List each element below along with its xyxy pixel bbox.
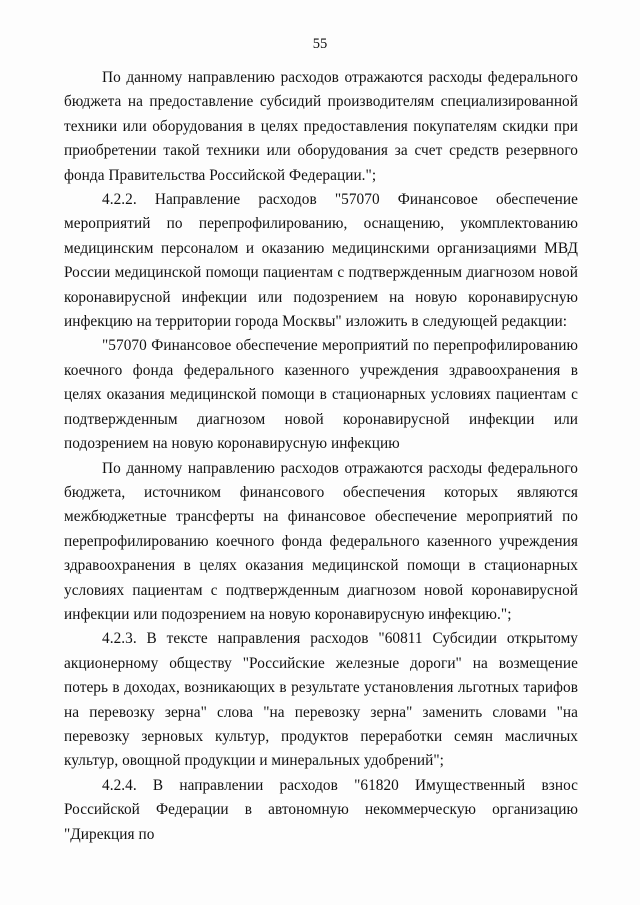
paragraph-6: 4.2.4. В направлении расходов "61820 Имущественный взнос Российской Федерации в автономную некоммерческую организацию "Дирекция по (64, 776, 578, 843)
paragraph-4: По данному направлению расходов отражаются расходы федерального бюджета, источником финансового обеспечения которых являются межбюджетные трансферты на финансовое обеспечение мероприятий по перепрофилированию коечного фонда федерального казенного учреждения здравоохранения в целях оказания медицинской помощи в стационарных условиях пациентам с подтвержденным диагнозом новой коронавирусной инфекции или подозрением на новую коронавирусную инфекцию."; (64, 459, 578, 623)
paragraph-3: "57070 Финансовое обеспечение мероприятий по перепрофилированию коечного фонда федерального казенного учреждения здравоохранения в целях оказания медицинской помощи в стационарных условиях пациентам с подтвержденным диагнозом новой коронавирусной инфекции или подозрением на новую коронавирусную инфекцию (64, 337, 578, 453)
paragraph-2: 4.2.2. Направление расходов "57070 Финансовое обеспечение мероприятий по перепрофилированию, оснащению, укомплектованию медицинским персоналом и оказанию медицинскими организациями МВД России медицинской помощи пациентам с подтвержденным диагнозом новой коронавирусной инфекции или подозрением на новую коронавирусную инфекцию на территории города Москвы" изложить в следующей редакции: (64, 191, 578, 331)
paragraph-5: 4.2.3. В тексте направления расходов "60811 Субсидии открытому акционерному обществу "Российские железные дороги" на возмещение потерь в доходах, возникающих в результате установления льготных тарифов на перевозку зерна" слова "на перевозку зерна" заменить словами "на перевозку зерновых культур, продуктов переработки семян масличных культур, овощной продукции и минеральных удобрений"; (64, 630, 578, 770)
paragraph-1: По данному направлению расходов отражаются расходы федерального бюджета на предоставление субсидий производителям специализированной техники или оборудования в целях предоставления покупателям скидки при приобретении такой техники или оборудования за счет средств резервного фонда Правительства Российской Федерации."; (64, 69, 578, 184)
page-number: 55 (312, 36, 328, 52)
document-body (64, 66, 578, 847)
